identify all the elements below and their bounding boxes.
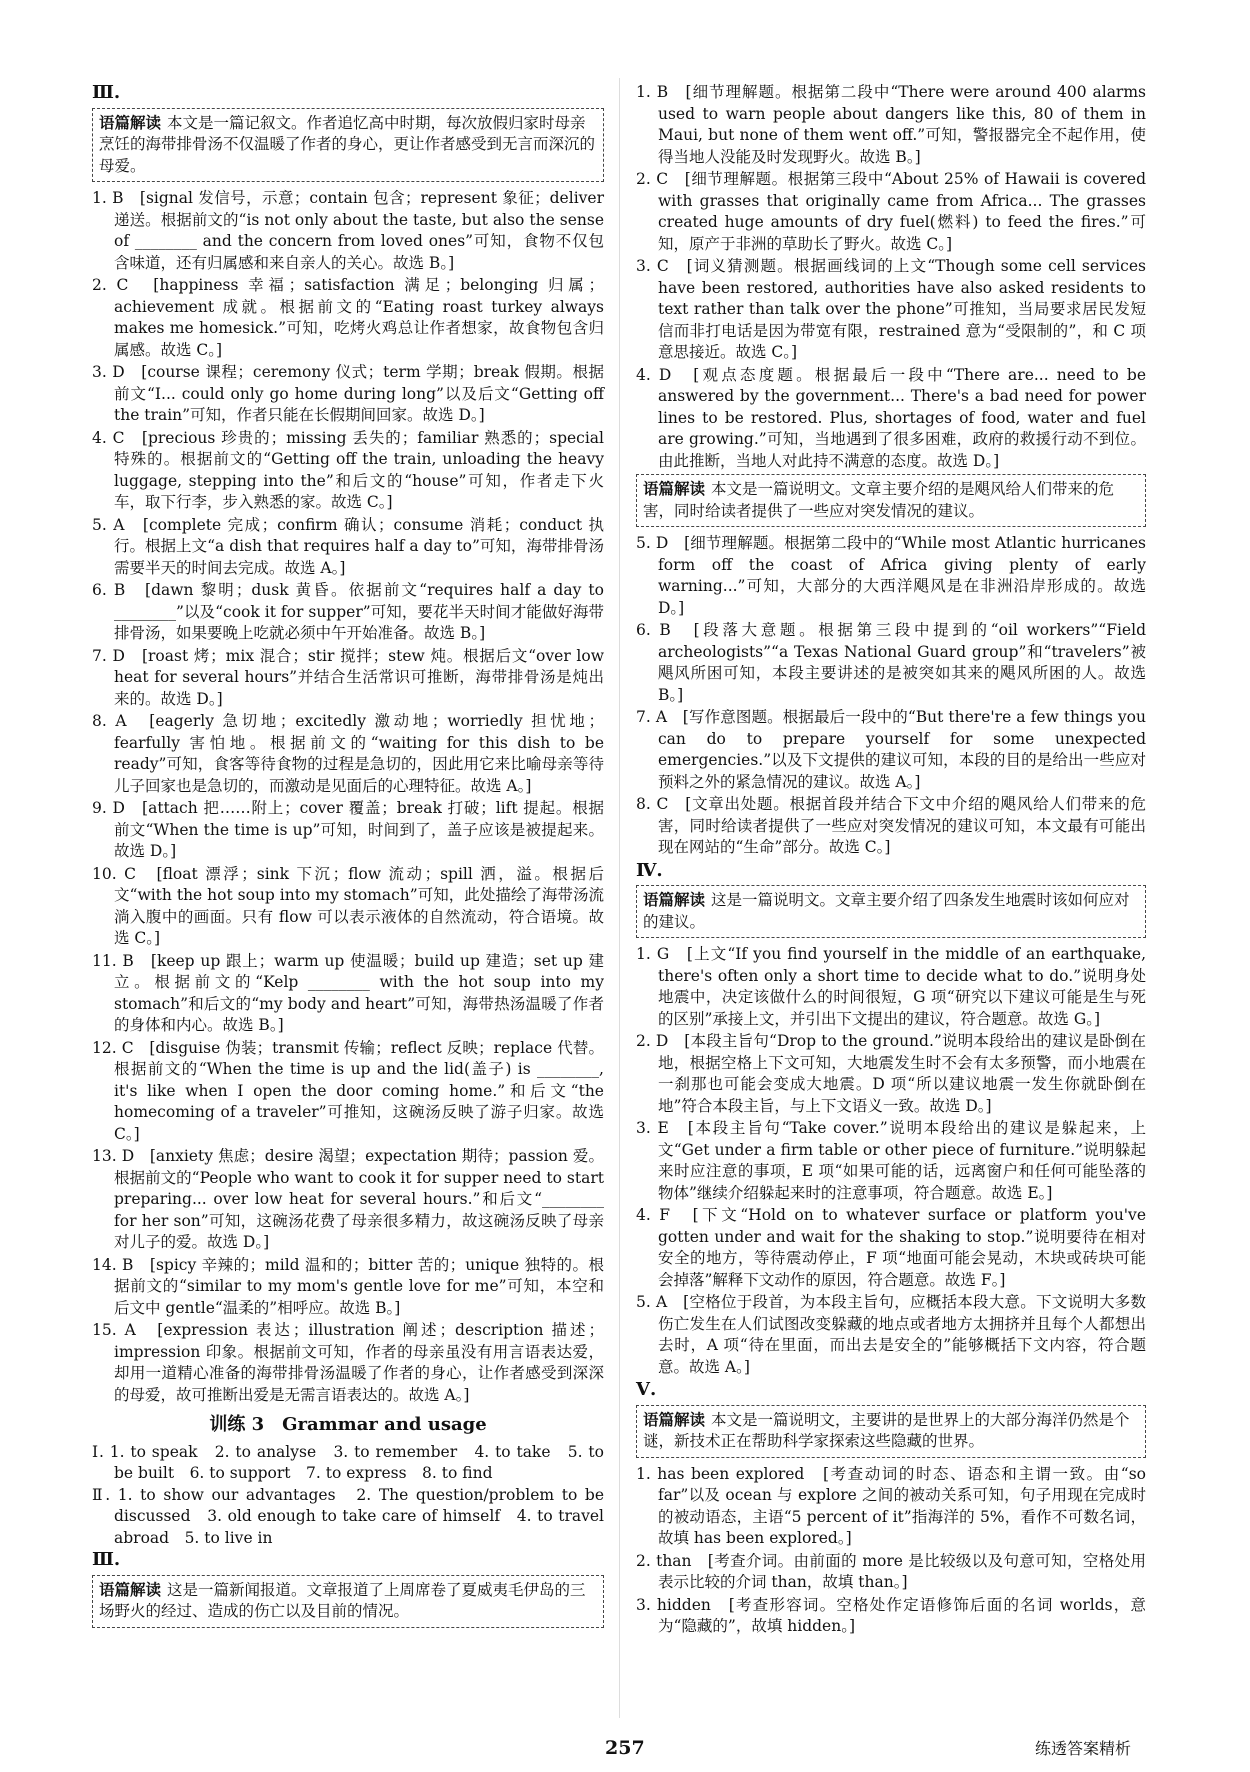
answer-item: 1. G [上文“If you find yourself in the middle of an earthquake, there's often only a short time to decide what to do.”说明身处地震中，决定该做什么的时间很短，G 项“研究以下建议可能是生与死的区别”承接上文，并引出下文提出的建议，符合题意。故选 G。]: [636, 945, 1146, 1028]
answer-item: 8. A [eagerly 急切地；excitedly 激动地；worriedly 担忧地；fearfully 害怕地。根据前文的“waiting for this dish to be ready”可知，食客等待食物的过程是急切的，因此用它来比喻母亲等待儿子回家也是急切的，而激动是见面后的心理特征。故选 A。]: [92, 712, 604, 795]
answer-item: 6. B [dawn 黎明；dusk 黄昏。依据前文“requires half a day to ________”以及“cook it for supper”可知，要花半天时间才能做好海带排骨汤，如果要晚上吃就必须中午开始准备。故选 B。]: [92, 581, 604, 642]
answer-item: 15. A [expression 表达；illustration 阐述；description 描述；impression 印象。根据前文可知，作者的母亲虽没有用言语表达爱，却用一道精心准备的海带排骨汤温暖了作者的身心，让作者感受到深深的母爱，故可推断出爱是无需言语表达的。故选 A。]: [92, 1321, 604, 1404]
box-text: 这是一篇新闻报道。文章报道了上周席卷了夏威夷毛伊岛的三场野火的经过、造成的伤亡以及目前的情况。: [99, 1580, 586, 1620]
passage-analysis-box: [92, 108, 604, 183]
section-heading: Ⅳ.: [636, 859, 663, 881]
answer-item: 2. C [happiness 幸福；satisfaction 满足；belonging 归属；achievement 成就。根据前文的“Eating roast turkey always makes me homesick.”可知，吃烤火鸡总让作者想家，故食物包含归属感。故选 C。]: [92, 276, 604, 359]
answer-item: 9. D [attach 把……附上；cover 覆盖；break 打破；lift 提起。根据前文“When the time is up”可知，时间到了，盖子应该是被提起来。故选 D。]: [92, 799, 604, 860]
answer-list: [636, 82, 1146, 472]
answer-item: 6. B [段落大意题。根据第三段中提到的“oil workers”“Field archeologists”“a Texas National Guard group”和“travelers”被飓风所困可知，本段主要讲述的是被突如其来的飓风所困的人。故选 B。]: [636, 621, 1146, 704]
box-text: 本文是一篇说明文。文章主要介绍的是飓风给人们带来的危害，同时给读者提供了一些应对突发情况的建议。: [643, 480, 1115, 520]
box-tag: 语篇解读: [643, 1410, 706, 1429]
answer-item: 4. D [观点态度题。根据最后一段中“There are... need to be answered by the government... There's a bad need for power lines to be restored. Plus, shortages of food, water and fuel are growing.”可知，当地遇到了很多困难，政府的救援行动不到位。由此推断，当地人对此持不满意的态度。故选 D。]: [636, 365, 1146, 470]
training-title: 训练 3 Grammar and usage: [209, 1414, 487, 1435]
answer-item: 7. D [roast 烤；mix 混合；stir 搅拌；stew 炖。根据后文“over low heat for several hours”并结合生活常识可推断，海带排骨汤是炖出来的。故选 D。]: [92, 646, 604, 708]
answer-item: 1. B [signal 发信号，示意；contain 包含；represent 象征；deliver 递送。根据前文的“is not only about the taste, but also the sense of ________ and the concern from loved ones”可知，食物不仅包含味道，还有归属感和来自亲人的关心。故选 B。]: [92, 189, 604, 272]
section-heading: Ⅲ.: [92, 1549, 121, 1570]
answer-item: 4. F [下文“Hold on to whatever surface or platform you've gotten under and wait for the shaking to stop.”说明要待在相对安全的地方，等待震动停止，F 项“地面可能会晃动，木块或砖块可能会掉落”解释下文动作的原因，符合题意。故选 F。]: [636, 1206, 1146, 1289]
answer-item: 11. B [keep up 跟上；warm up 使温暖；build up 建造；set up 建立。根据前文的“Kelp ________ with the hot soup into my stomach”和后文的“my body and heart”可知，海带热汤温暖了作者的身体和内心。故选 B。]: [92, 951, 604, 1034]
box-text: 这是一篇说明文。文章主要介绍了四条发生地震时该如何应对的建议。: [643, 891, 1130, 931]
answer-item: 2. D [本段主旨句“Drop to the ground.”说明本段给出的建议是卧倒在地，根据空格上下文可知，大地震发生时不会有太多预警，而小地震在一刹那也可能会变成大地震。D 项“所以建议地震一发生你就卧倒在地”符合本段主旨，与上下文语义一致。故选 D。]: [636, 1032, 1146, 1115]
answer-item: 5. A [空格位于段首，为本段主旨句，应概括本段大意。下文说明大多数伤亡发生在人们试图改变躲藏的地点或者地方太拥挤并且每个人都想出去时，A 项“待在里面，而出去是安全的”能够概括下文内容，符合题意。故选 A。]: [636, 1293, 1146, 1376]
answer-list: [92, 188, 604, 1406]
answer-item: 7. A [写作意图题。根据最后一段中的“But there're a few things you can do to prepare yourself for some unexpected emergencies.”以及下文提供的建议可知，本段的目的是给出一些应对预料之外的紧急情况的建议。故选 A。]: [636, 708, 1146, 791]
answer-item: 3. D [course 课程；ceremony 仪式；term 学期；break 假期。根据前文“I... could only go home during long”以及后文“Getting off the train”可知，作者只能在长假期间回家。故选 D。]: [92, 363, 604, 424]
column-divider: [619, 78, 620, 1718]
answer-list: [636, 1464, 1146, 1638]
answer-item: 3. C [词义猜测题。根据画线词的上文“Though some cell services have been restored, authorities have also asked residents to text rather than talk over the phone”可推知，当局要求居民发短信而非打电话是因为带宽有限，restrained 意为“受限制的”，和 C 项意思接近。故选 C。]: [636, 257, 1146, 361]
box-tag: 语篇解读: [643, 480, 706, 498]
answer-list: [636, 944, 1146, 1378]
answer-item: 3. hidden [考查形容词。空格处作定语修饰后面的名词 worlds，意为“隐藏的”，故填 hidden。]: [636, 1595, 1146, 1635]
answer-item: 2. C [细节理解题。根据第三段中“About 25% of Hawaii is covered with grasses that originally came from Africa... The grasses created huge amounts of dry fuel(燃料) to feed the fires.”可知，原产于非洲的草助长了野火。故选 C。]: [636, 170, 1146, 253]
passage-analysis-box: [92, 1575, 604, 1628]
answer-item: 10. C [float 漂浮；sink 下沉；flow 流动；spill 洒，溢。根据后文“with the hot soup into my stomach”可知，此处描绘了海带汤流淌入腹中的画面。只有 flow 可以表示液体的自然流动，符合语境。故选 C。]: [92, 864, 604, 947]
grammar-answers-1: Ⅰ. 1. to speak 2. to analyse 3. to remember 4. to take 5. to be built 6. to support 7. to express 8. to find: [92, 1442, 604, 1482]
grammar-answers-2: Ⅱ. 1. to show our advantages 2. The question/problem to be discussed 3. old enough to take care of himself 4. to travel abroad 5. to live in: [92, 1485, 604, 1547]
answer-item: 2. than [考查介词。由前面的 more 是比较级以及句意可知，空格处用表示比较的介词 than，故填 than。]: [636, 1551, 1146, 1591]
answer-item: 1. B [细节理解题。根据第二段中“There were around 400 alarms used to warn people about dangers like this, 80 of them in Maui, but none of them went off.”可知，警报器完全不起作用，使得当地人没能及时发现野火。故选 B。]: [636, 83, 1146, 166]
passage-analysis-box: [636, 885, 1146, 938]
box-text: 本文是一篇说明文，主要讲的是世界上的大部分海洋仍然是个谜，新技术正在帮助科学家探索这些隐藏的世界。: [643, 1410, 1130, 1450]
passage-analysis-box: [636, 1405, 1146, 1458]
section-heading: Ⅲ.: [92, 82, 121, 103]
section-heading: Ⅴ.: [636, 1379, 657, 1400]
book-brand: 练透答案精析: [1035, 1739, 1132, 1758]
answer-item: 13. D [anxiety 焦虑；desire 渴望；expectation 期待；passion 爱。根据前文的“People who want to cook it for supper need to start preparing... over low heat for several hours.”和后文“________ for her son”可知，这碗汤花费了母亲很多精力，故这碗汤反映了母亲对儿子的爱。故选 D。]: [92, 1147, 604, 1251]
passage-analysis-box: [636, 474, 1146, 527]
left-column: [92, 82, 604, 1634]
page-number: 257: [605, 1737, 645, 1759]
box-text: 本文是一篇记叙文。作者追忆高中时期，每次放假归家时母亲烹饪的海带排骨汤不仅温暖了作者的身心，更让作者感受到无言而深沉的母爱。: [99, 113, 596, 175]
box-tag: 语篇解读: [99, 113, 162, 132]
answer-item: 5. D [细节理解题。根据第二段中的“While most Atlantic hurricanes form off the coast of Africa giving plenty of early warning...”可知，大部分的大西洋飓风是在非洲沿岸形成的。故选 D。]: [636, 534, 1146, 617]
answer-list: [636, 533, 1146, 859]
answer-item: 4. C [precious 珍贵的；missing 丢失的；familiar 熟悉的；special 特殊的。根据前文的“Getting off the train, unloading the heavy luggage, stepping into the”和后文的“house”可知，作者走下火车，取下行李，步入熟悉的家。故选 C。]: [92, 428, 604, 511]
answer-item: 1. has been explored [考查动词的时态、语态和主谓一致。由“so far”以及 ocean 与 explore 之间的被动关系可知，句子用现在完成时的被动语态，主语“5 percent of it”指海洋的 5%，看作不可数名词，故填 has been explored。]: [636, 1464, 1146, 1547]
answer-item: 8. C [文章出处题。根据首段并结合下文中介绍的飓风给人们带来的危害，同时给读者提供了一些应对突发情况的建议可知，本文最有可能出现在网站的“生命”部分。故选 C。]: [636, 795, 1146, 856]
box-tag: 语篇解读: [643, 891, 706, 909]
right-column: [636, 82, 1146, 1639]
answer-item: 12. C [disguise 伪装；transmit 传输；reflect 反映；replace 代替。根据前文的“When the time is up and the lid(盖子) is ________, it's like when I open the door coming home.”和后文“the homecoming of a traveler”可推知，这碗汤反映了游子归家。故选 C。]: [92, 1038, 604, 1143]
answer-item: 5. A [complete 完成；confirm 确认；consume 消耗；conduct 执行。根据上文“a dish that requires half a day to”可知，海带排骨汤需要半天的时间去完成。故选 A。]: [92, 515, 604, 577]
answer-item: 14. B [spicy 辛辣的；mild 温和的；bitter 苦的；unique 独特的。根据前文的“similar to my mom's gentle love for me”可知，本空和后文中 gentle“温柔的”相呼应。故选 B。]: [92, 1255, 604, 1317]
answer-item: 3. E [本段主旨句“Take cover.”说明本段给出的建议是躲起来，上文“Get under a firm table or other piece of furniture.”说明躲起来时应注意的事项，E 项“如果可能的话，远离窗户和任何可能坠落的物体”继续介绍躲起来时的注意事项，符合题意。故选 E。]: [636, 1119, 1146, 1202]
box-tag: 语篇解读: [99, 1580, 162, 1599]
